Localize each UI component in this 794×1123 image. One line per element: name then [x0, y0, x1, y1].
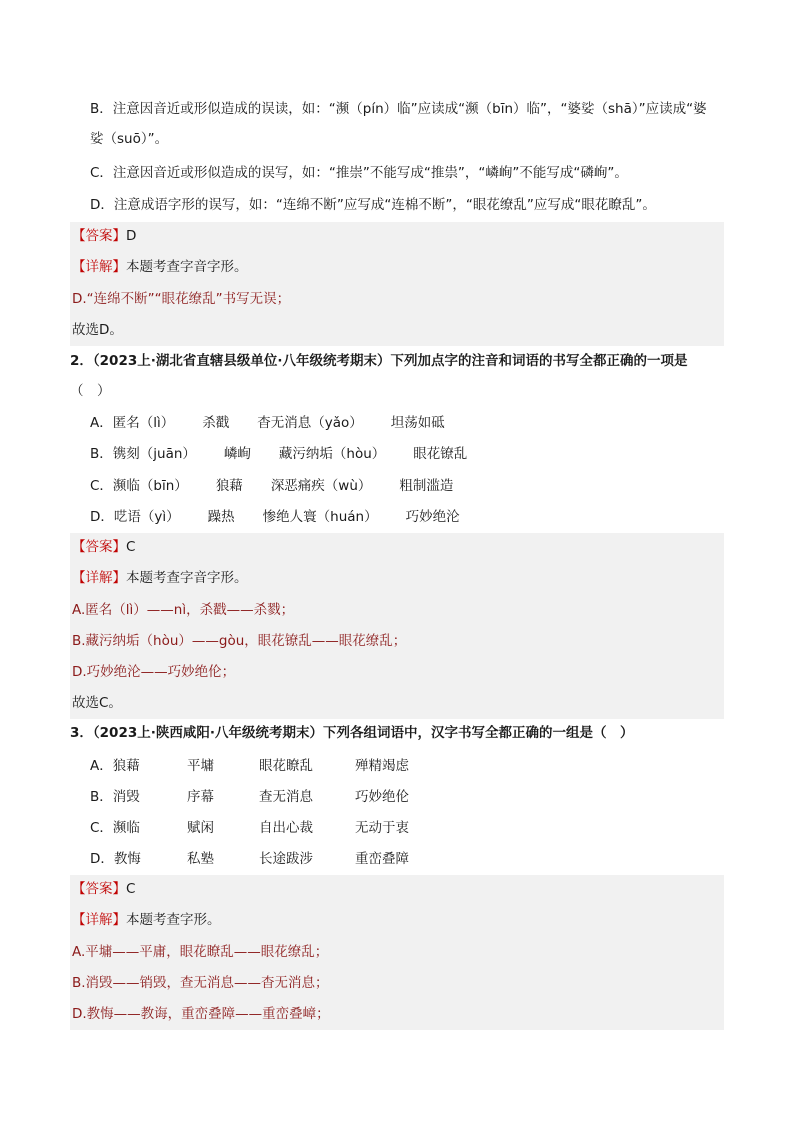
q2-option-b: B．镌刻（juān） 嶙峋 藏污纳垢（hòu） 眼花镣乱 [90, 446, 468, 462]
q2-option-a: A．匿名（lì） 杀戳 杳无消息（yǎo） 坦荡如砥 [90, 415, 445, 431]
q3-option-a: A．狼藉 平墉 眼花瞭乱 殚精竭虑 [90, 758, 409, 774]
q3-option-b: B．消毁 序幕 查无消息 巧妙绝伦 [90, 789, 409, 805]
detail-line: B.藏污纳垢（hòu）——gòu，眼花镣乱——眼花缭乱； [72, 633, 407, 649]
answer-row [70, 536, 135, 558]
question-2-stem [70, 350, 724, 372]
q3-option-d: D．教悔 私塾 长途跋涉 重峦叠障 [90, 851, 409, 867]
answer-row [70, 878, 135, 900]
detail-row [70, 256, 248, 278]
detail-text: 本题考查字音字形。 [126, 570, 248, 586]
answer-block-2 [70, 533, 724, 719]
note-c: C．注意因音近或形似造成的误写，如：“推崇”不能写成“推祟”，“嶙峋”不能写成“磷峋”。 [90, 165, 628, 181]
question-2-paren: （ ） [70, 383, 111, 399]
detail-label: 【详解】 [72, 259, 126, 275]
answer-value: C [126, 539, 136, 555]
note-d: D．注意成语字形的误写，如：“连绵不断”应写成“连棉不断”，“眼花缭乱”应写成“眼花瞭乱”。 [90, 197, 656, 213]
detail-line: D.教悔——教诲，重峦叠障——重峦叠嶂； [72, 1006, 330, 1022]
q2-option-d: D．呓语（yì） 躁热 惨绝人寰（huán） 巧妙绝沦 [90, 509, 460, 525]
note-b-line1: B．注意因音近或形似造成的误读，如：“濒（pín）临”应读成“濒（bīn）临”，“婆娑（shā）”应读成“婆 [90, 101, 707, 117]
answer-value: D [126, 228, 137, 244]
answer-label: 【答案】 [72, 228, 126, 244]
answer-block-3 [70, 875, 724, 1030]
answer-value: C [126, 881, 136, 897]
detail-label: 【详解】 [72, 912, 126, 928]
detail-line: A.匿名（lì）——nì，杀戳——杀戮； [72, 602, 295, 618]
question-source: （2023上·陕西咸阳·八年级统考期末） [92, 725, 323, 741]
detail-line: D.“连绵不断”“眼花缭乱”书写无误； [72, 291, 291, 307]
detail-label: 【详解】 [72, 570, 126, 586]
question-3-stem [70, 722, 724, 744]
detail-line: D.巧妙绝沦——巧妙绝伦； [72, 664, 236, 680]
question-number: 2． [70, 353, 93, 369]
answer-label: 【答案】 [72, 539, 126, 555]
detail-line: A.平墉——平庸，眼花瞭乱——眼花缭乱； [72, 944, 329, 960]
detail-line: B.消毁——销毁，查无消息——杳无消息； [72, 975, 329, 991]
question-source: （2023上·湖北省直辖县级单位·八年级统考期末） [92, 353, 391, 369]
question-text: 下列各组词语中，汉字书写全都正确的一组是（ ） [323, 725, 634, 741]
q3-option-c: C．濒临 赋闲 自出心裁 无动于衷 [90, 820, 409, 836]
detail-row [70, 567, 248, 589]
detail-text: 本题考查字音字形。 [126, 259, 248, 275]
question-number: 3． [70, 725, 93, 741]
detail-text: 本题考查字形。 [126, 912, 221, 928]
conclusion: 故选C。 [72, 695, 122, 711]
answer-row [70, 225, 136, 247]
conclusion: 故选D。 [72, 322, 123, 338]
answer-block-1 [70, 222, 724, 346]
answer-label: 【答案】 [72, 881, 126, 897]
question-text: 下列加点字的注音和词语的书写全都正确的一项是 [390, 353, 688, 369]
note-b-line2: 娑（suō）”。 [90, 131, 169, 147]
q2-option-c: C．濒临（bīn） 狼藉 深恶痛疾（wù） 粗制滥造 [90, 478, 454, 494]
detail-row [70, 909, 221, 931]
